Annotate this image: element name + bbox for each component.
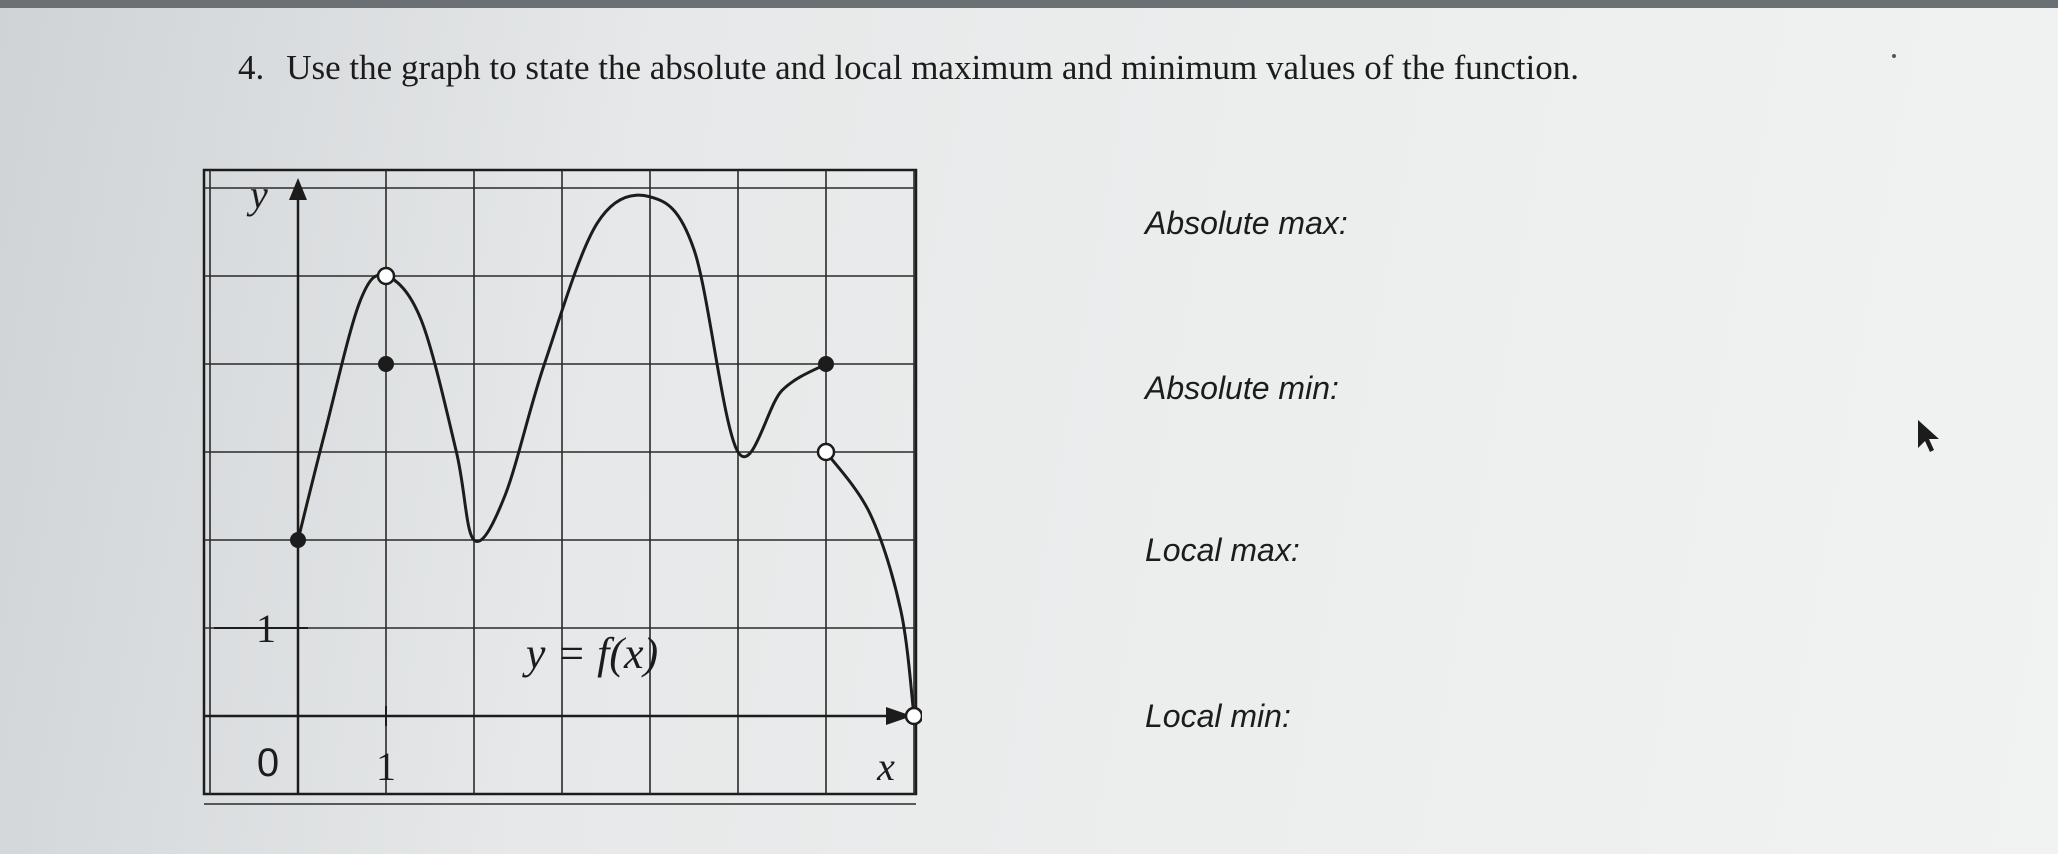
closed-point xyxy=(290,532,306,548)
closed-point xyxy=(378,356,394,372)
function-graph xyxy=(202,168,922,808)
graph-border xyxy=(204,170,916,794)
local-min-label: Local min: xyxy=(1145,698,1291,734)
question-prompt: Use the graph to state the absolute and local maximum and minimum values of the function. xyxy=(286,48,1579,87)
open-point xyxy=(818,444,834,460)
local-max-label: Local max: xyxy=(1145,532,1300,568)
absolute-min-label: Absolute min: xyxy=(1145,370,1339,406)
open-point xyxy=(378,268,394,284)
page-mark xyxy=(1892,54,1896,58)
y-tick-label: 1 xyxy=(256,606,276,651)
x-tick-label: 1 xyxy=(376,744,396,789)
absolute-max-label: Absolute max: xyxy=(1145,205,1348,241)
y-axis-label: y xyxy=(250,172,268,217)
mouse-pointer-icon xyxy=(1916,418,1946,458)
function-label: y = f(x) xyxy=(525,629,659,678)
top-edge xyxy=(0,0,2058,8)
y-axis-arrowhead-icon xyxy=(289,178,307,200)
open-point xyxy=(906,708,922,724)
question-number: 4. xyxy=(238,48,265,87)
x-axis-label: x xyxy=(877,744,895,789)
question-text xyxy=(238,48,1579,88)
closed-point xyxy=(818,356,834,372)
origin-label: 0 xyxy=(256,741,280,785)
